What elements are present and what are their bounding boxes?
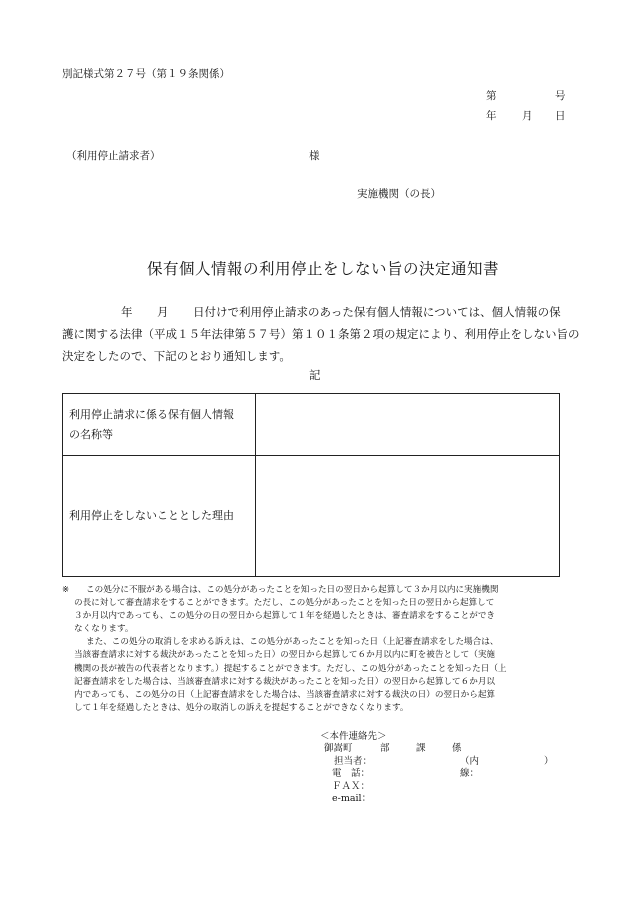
- note-mark: ※: [62, 585, 70, 595]
- org-town: 御嵩町: [324, 743, 353, 755]
- number-prefix: 第: [486, 90, 497, 102]
- row1-value: [256, 394, 560, 456]
- note-p1-l3: ３か月以内であっても、この処分の日の翌日から起算して１年を経過したときは、審査請求をすることができ: [74, 611, 496, 622]
- org-unit: 係: [452, 743, 462, 755]
- note-p2-l6: して１年を経過したときは、処分の取消しの訴えを提起することができなくなります。: [74, 702, 409, 713]
- number-suffix: 号: [555, 90, 566, 102]
- table-row: [63, 394, 560, 456]
- row2-label-text: 利用停止をしないこととした理由: [69, 509, 234, 522]
- info-table: [62, 393, 560, 577]
- notes: [62, 584, 572, 715]
- body-line-3: 決定をしたので、下記のとおり通知します。: [62, 349, 291, 363]
- email-label: e-mail：: [332, 793, 372, 804]
- row2-value: [256, 456, 560, 577]
- note-p1-l4: なくなります。: [74, 624, 134, 635]
- fax-label: ＦＡＸ：: [332, 780, 371, 792]
- row1-label: [63, 394, 256, 456]
- date-day: 日: [555, 110, 566, 122]
- table-row: [63, 456, 560, 577]
- ki-mark: 記: [309, 368, 321, 382]
- note-p1-l1: この処分に不服がある場合は、この処分があったことを知った日の翌日から起算して３か月以内に実施機関: [86, 585, 499, 595]
- note-p2-l4: 記審査請求をした場合は、当該審査請求に対する裁決があったことを知った日）の翌日から起算して６か月以: [74, 676, 496, 687]
- note-p1-l2: の長に対して審査請求をすることができます。ただし、この処分があったことを知った日の翌日から起算して: [74, 598, 495, 609]
- body-month: 月: [157, 305, 169, 319]
- row2-label: [63, 456, 256, 577]
- form-label: 別記様式第２７号（第１９条関係）: [62, 68, 230, 80]
- honorific: 様: [309, 150, 320, 162]
- body-line-1: 日付けで利用停止請求のあった保有個人情報については、個人情報の保: [193, 305, 561, 319]
- note-p2-l2: 当該審査請求に対する裁決があったことを知った日）の翌日から起算して６か月以内に町を被告として（実施: [74, 650, 496, 661]
- org-department: 部: [380, 743, 390, 755]
- contact-heading: ＜本件連絡先＞: [320, 731, 387, 742]
- body-line-2: 護に関する法律（平成１５年法律第５７号）第１０１条第２項の規定により、利用停止をしない旨の: [62, 327, 580, 341]
- contact-block: [320, 731, 554, 805]
- requester-label: （利用停止請求者）: [66, 150, 161, 162]
- row1-label-a: 利用停止請求に係る保有個人情報: [69, 407, 234, 421]
- person-label: 担当者：: [334, 755, 373, 767]
- page-title: 保有個人情報の利用停止をしない旨の決定通知書: [147, 260, 500, 278]
- note-p2-l1: また、この処分の取消しを求める訴えは、この処分があったことを知った日（上記審査請求をした場合は、: [86, 637, 499, 648]
- row1-label-b: の名称等: [69, 427, 113, 441]
- issuer: 実施機関（の長）: [357, 188, 441, 200]
- date-month: 月: [522, 110, 533, 122]
- note-p2-l5: 内であっても、この処分の日（上記審査請求をした場合は、当該審査請求に対する裁決の日）の翌日から起算: [74, 689, 496, 700]
- extension-close: ）: [544, 755, 554, 767]
- contact-org: [320, 743, 462, 755]
- extension-label: （内線：: [460, 755, 480, 780]
- org-section: 課: [416, 743, 426, 755]
- body-year: 年: [121, 305, 133, 319]
- date-year: 年: [486, 110, 497, 122]
- phone-label: 電 話：: [332, 768, 371, 780]
- note-p2-l3: 機関の長が被告の代表者となります。）提起することができます。ただし、この処分があったことを知った日（上: [74, 663, 507, 674]
